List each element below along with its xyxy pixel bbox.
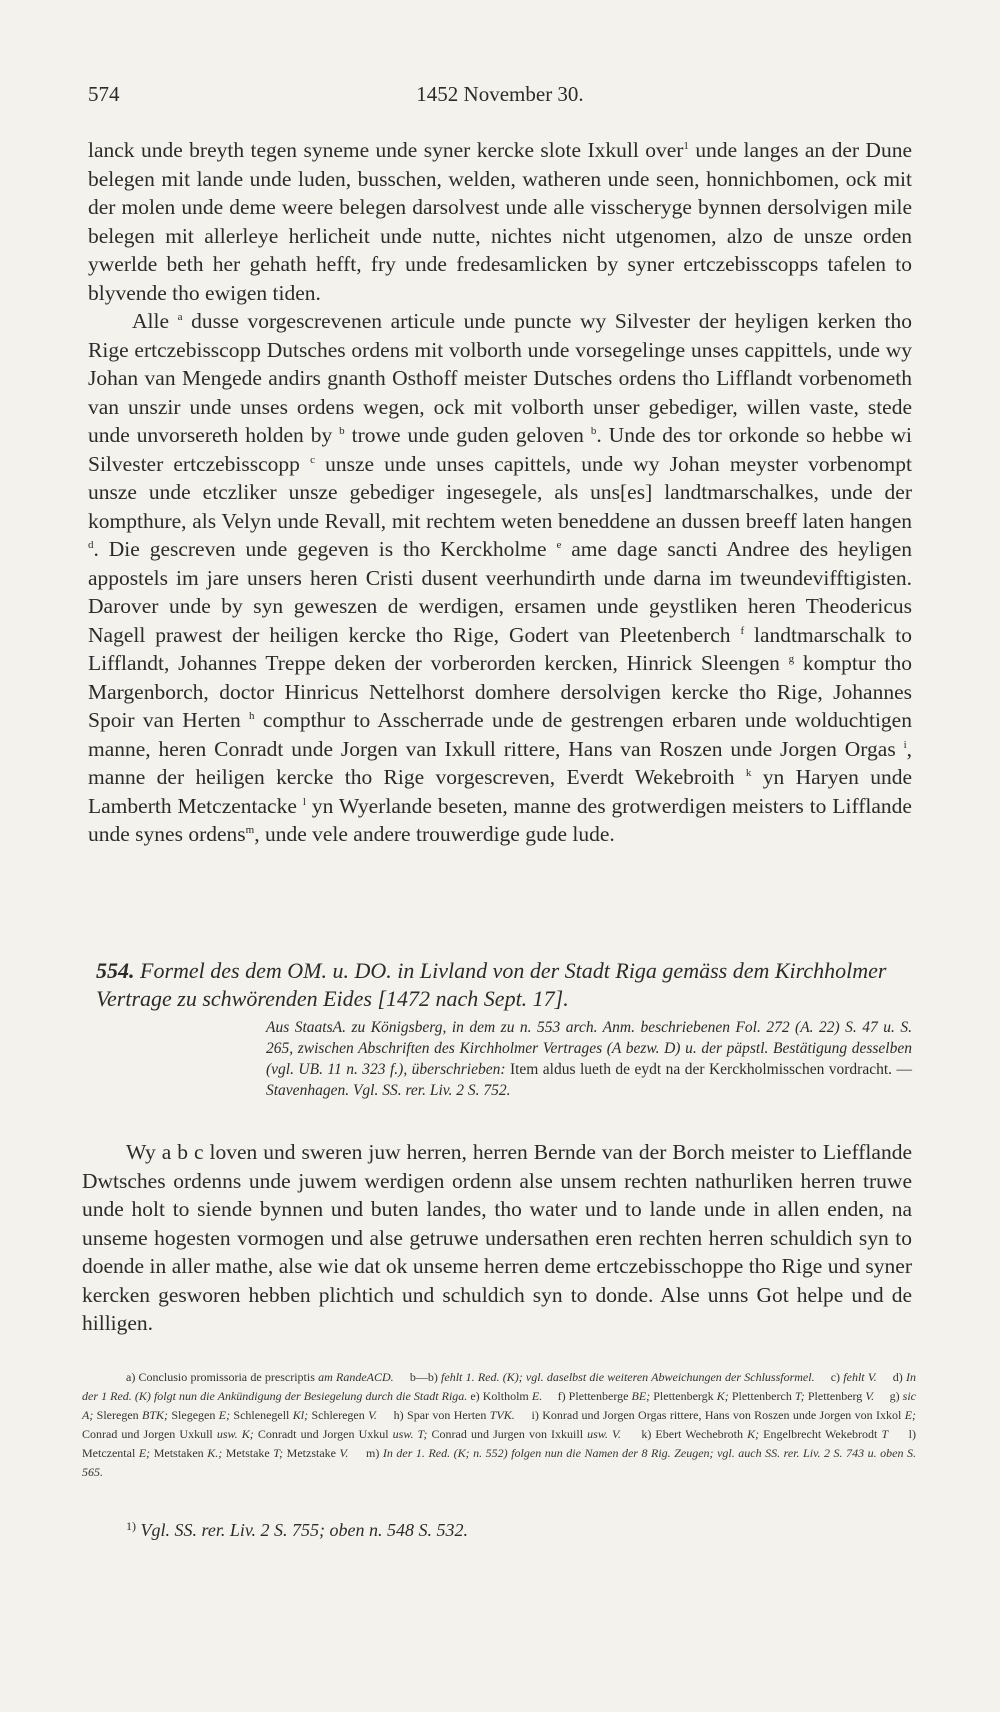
document-554-heading <box>96 957 940 1013</box>
paragraph-1: lanck unde breyth tegen syneme unde syner kercke slote Ixkull over$^1$ unde langes an der Dune belegen mit lande unde luden, busschen, welden, watheren unde seen, honnichbomen, ock mit der molen unde deme weere belegen darsolvest unde alle visscheryge bynnen dersolvigen mile belegen mit allerleye herlicheit unde nutte, nichtes nicht utgenomen, alzo de unsze orden ywerlde beth her gehath hefft, fry unde fredesamlicken by syner ertczebisscopps tafelen to blyvende tho ewigen tiden. <box>88 138 912 305</box>
note-e: e) Koltholm E. <box>470 1389 543 1403</box>
page-number: 574 <box>88 82 120 106</box>
note-h: h) Spar von Herten TVK. <box>393 1408 515 1422</box>
note-b: b—b) fehlt 1. Red. (K); vgl. daselbst die weiteren Abweichungen der Schlussformel. <box>409 1370 815 1384</box>
note-f: f) Plettenberge BE; Plettenbergk K; Plettenberch T; Plettenberg V. <box>557 1389 875 1403</box>
note-g: g) sic A; Sleregen BTK; Slegegen E; Schlenegell Kl; Schleregen V. <box>82 1389 916 1422</box>
note-i: i) Konrad und Jorgen Orgas rittere, Hans von Roszen unde Jorgen von Ixkol E; Conrad und Jorgen Uxkull usw. K; Conradt und Jorgen Uxkul usw. T; Conrad und Jurgen von Ixkuill usw. V. <box>82 1408 917 1441</box>
paragraph-2: Alle $^a$ dusse vorgescrevenen articule unde puncte wy Silvester der heyligen kerken tho Rige ertczebisscopp Dutsches ordens mit volborth unde vorsegelinge unses cappittels, unde wy Johan van Mengede andirs gnanth Osthoff meister Dutsches ordens tho Lifflandt vorbenometh van unszir unde unses ordens wegen, ock mit volborth unser gebediger, willen vaste, stede unde unvorsereth holden by $^b$ trowe unde guden geloven $^b$. Unde des tor orkonde so hebbe wi Silvester ertczebisscopp $^c$ unsze unde unses capittels, unde wy Johan meyster vorbenompt unsze unde etczliker unsze gebediger ingesegele, als uns[es] landtmarschalkes, unde der kompthure, als Velyn unde Revall, mit rechtem weten beneddene an dussen breeff laten hangen $^d$. Die gescreven unde gegeven is tho Kerckholme $^e$ ame dage sancti Andree des heyligen appostels im jare unsers heren Cristi dusent veerhundirth unde darna im tweundevifftigisten. Darover unde by syn geweszen de werdigen, ersamen unde geystliken heren Theodericus Nagell prawest der heiligen kercke tho Rige, Godert van Pleetenberch $^f$ landtmarschalk to Lifflandt, Johannes Treppe deken der vorberorden kercken, Hinrick Sleengen $^g$ komptur tho Margenborch, doctor Hinricus Nettelhorst domhere dersolvigen kercke tho Rige, Johannes Spoir van Herten $^h$ compthur to Asscherrade unde de gestrengen erbaren unde wolduchtigen manne, heren Conradt unde Jorgen van Ixkull rittere, Hans van Roszen unde Jorgen Orgas $^i$, manne der heiligen kercke tho Rige vorgescreven, Everdt Wekebroith $^k$ yn Haryen unde Lamberth Metczentacke $^l$ yn Wyerlande beseten, manne des grotwerdigen meisters to Lifflande unde synes ordens$^m$, unde vele andere trouwerdige gude lude. <box>88 309 912 846</box>
note-m: m) In der 1. Red. (K; n. 552) folgen nun die Namen der 8 Rig. Zeugen; vgl. auch SS. rer. Liv. 2 S. 743 u. oben S. 565. <box>82 1446 916 1479</box>
running-head <box>88 82 912 112</box>
note-l: l) Metczental E; Metstaken K.; Metstake T; Metzstake V. <box>82 1427 917 1460</box>
document-553-text <box>88 136 912 849</box>
oath-text: Wy a b c loven und sweren juw herren, herren Bernde van der Borch meister to Liefflande Dwtsches ordenns unde juwem werdigen ordenn alse unsem rechten nathurliken herren truwe unde holt to siende bynnen und buten landes, tho water und to lande unde in allen enden, na unseme hogesten vormogen und alse getruwe undersathen eren rechten herren schuldich syn to doende in aller mathe, alse wie dat ok unseme herren deme ertczebisschoppe tho Rige und syner kercken gesworen hebben plichtich und schuldich syn to donde. Alse unns Got helpe und de hilligen. <box>82 1140 912 1335</box>
note-c: c) fehlt V. <box>830 1370 877 1384</box>
document-title: Formel des dem OM. u. DO. in Livland von der Stadt Riga gemäss dem Kirchholmer Vertrage zu schwörenden Eides [1472 nach Sept. 17]. <box>96 958 887 1011</box>
page-date: 1452 November 30. <box>416 82 584 106</box>
footnote-1: $^{1)}$ Vgl. SS. rer. Liv. 2 S. 755; oben n. 548 S. 532. <box>126 1519 468 1540</box>
apparatus-notes <box>82 1368 916 1482</box>
source-note: Aus StaatsA. zu Königsberg, in dem zu n. 553 arch. Anm. beschriebenen Fol. 272 (A. 22) S. 47 u. S. 265, zwischen Abschriften des Kirchholmer Vertrages (A bezw. D) u. der päpstl. Bestätigung desselben (vgl. UB. 11 n. 323 f.), überschrieben: Item aldus lueth de eydt na der Kerckholmisschen vordracht. — Stavenhagen. Vgl. SS. rer. Liv. 2 S. 752. <box>266 1019 912 1099</box>
footnote-ref-1: 1 <box>683 140 689 152</box>
note-k: k) Ebert Wechebroth K; Engelbrecht Wekebrodt T <box>641 1427 889 1441</box>
document-number: 554. <box>96 958 135 983</box>
note-a: a) Conclusio promissoria de prescriptis am RandeACD. <box>126 1370 394 1384</box>
note-d: d) In der 1 Red. (K) folgt nun die Ankündigung der Besiegelung durch die Stadt Riga. <box>82 1370 917 1403</box>
